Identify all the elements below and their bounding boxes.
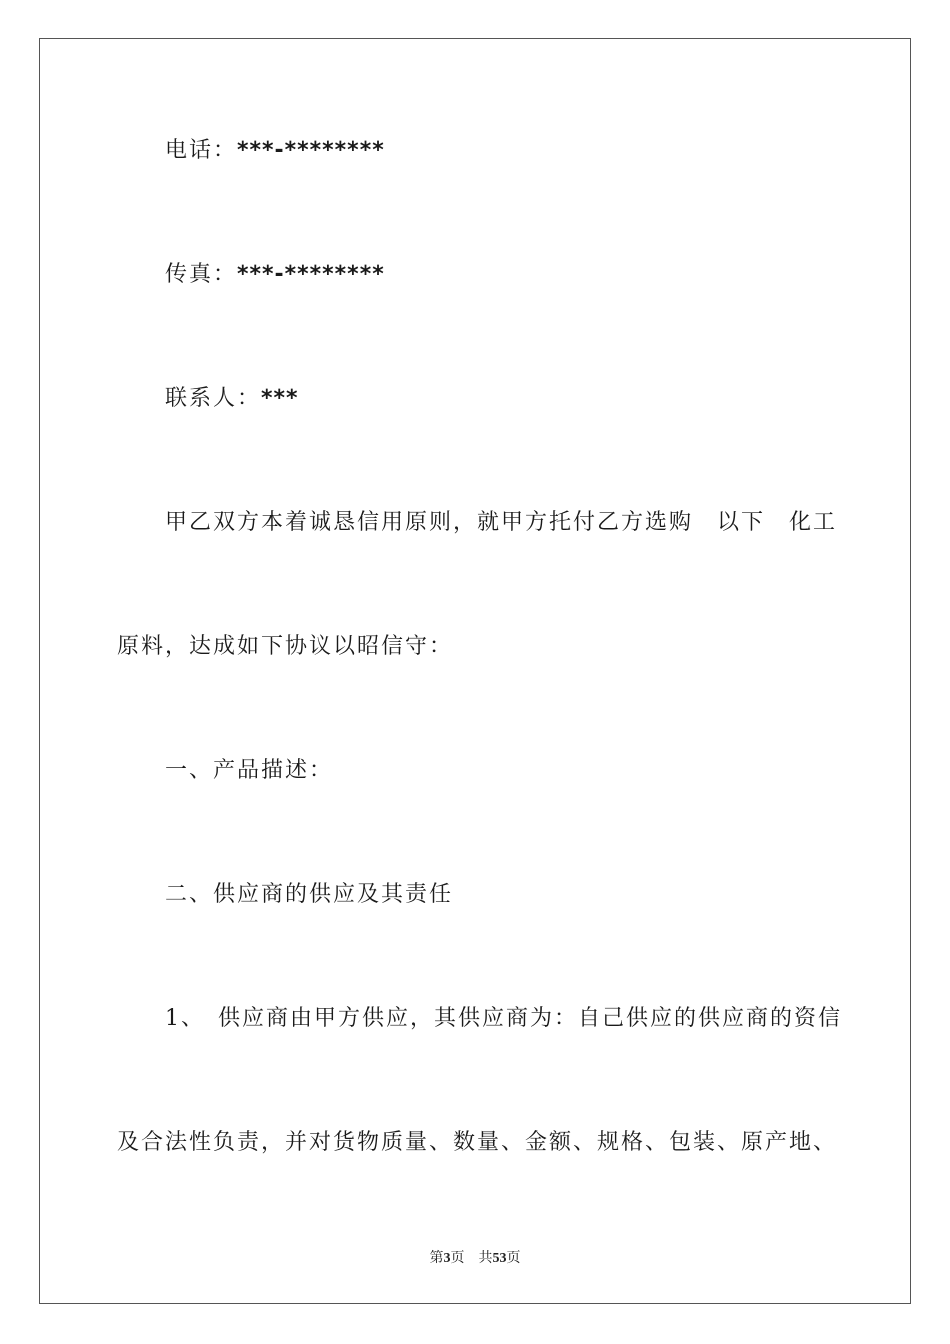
contact-line	[165, 385, 299, 413]
paragraph-intro-line-2: 原料，达成如下协议以昭信守：	[117, 634, 454, 659]
footer-total-prefix: 共	[478, 1251, 493, 1266]
section-heading-product: 一、产品描述：	[165, 758, 334, 783]
page-frame	[39, 38, 911, 1304]
footer-total-pages: 53	[492, 1251, 507, 1266]
clause-1-line-1: 1、 供应商由甲方供应，其供应商为：自己供应的供应商的资信	[165, 1006, 842, 1031]
footer-page-prefix: 第	[429, 1251, 444, 1266]
footer-total-suffix: 页	[506, 1251, 521, 1266]
phone-label: 电话：	[165, 138, 238, 163]
fax-label: 传真：	[165, 262, 238, 287]
footer-page-suffix: 页	[450, 1251, 465, 1266]
contact-label: 联系人：	[165, 386, 262, 411]
fax-line	[165, 261, 385, 289]
phone-value: ***-********	[237, 138, 385, 163]
section-heading-supplier: 二、供应商的供应及其责任	[165, 882, 454, 907]
page-footer	[0, 1247, 950, 1267]
clause-1-line-2: 及合法性负责，并对货物质量、数量、金额、规格、包装、原产地、	[117, 1130, 838, 1155]
fax-value: ***-********	[237, 262, 385, 287]
phone-line	[165, 137, 385, 165]
paragraph-intro-line-1: 甲乙双方本着诚恳信用原则，就甲方托付乙方选购 以下 化工	[165, 510, 838, 535]
contact-value: ***	[261, 386, 299, 411]
footer-page-number: 3	[443, 1251, 451, 1266]
